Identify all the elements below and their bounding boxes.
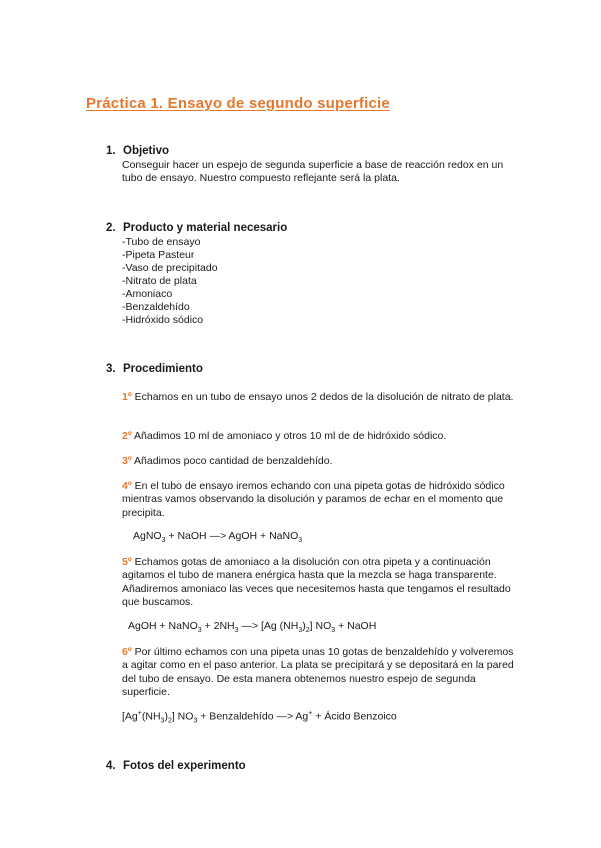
- material-list: [122, 236, 218, 327]
- eq-subscript: 2: [305, 627, 310, 635]
- eq-term: ): [164, 710, 168, 723]
- eq-term: + NaOH: [165, 530, 210, 542]
- step-text: Añadimos 10 ml de amoniaco y otros 10 ml de de hidróxido sódico.: [134, 430, 447, 442]
- eq-term: ] NO: [171, 710, 194, 723]
- list-item: -Hidróxido sódico: [122, 314, 204, 326]
- eq-term: (NH: [141, 710, 161, 723]
- eq-subscript: 2: [167, 717, 172, 725]
- eq-subscript: 3: [331, 627, 336, 635]
- equation-1: [133, 530, 302, 544]
- section-procedimiento-heading: [106, 363, 203, 375]
- eq-term: ] NO: [309, 620, 332, 632]
- eq-subscript: 3: [161, 537, 166, 545]
- section-fotos-heading: [106, 760, 246, 772]
- eq-term: ): [302, 620, 306, 632]
- eq-subscript: 3: [197, 627, 202, 635]
- section-objetivo-heading: [106, 145, 169, 157]
- list-item: -Pipeta Pasteur: [122, 249, 195, 261]
- list-item: -Amoniaco: [122, 288, 173, 300]
- procedure-step: [122, 646, 514, 700]
- section-number: 1.: [106, 145, 116, 157]
- equation-2: [128, 620, 376, 634]
- step-number: 4º: [122, 480, 132, 492]
- section-producto-heading: [106, 222, 287, 234]
- eq-arrow: —>: [209, 530, 227, 542]
- eq-term: + 2NH: [201, 620, 235, 632]
- eq-term: AgNO: [133, 530, 162, 542]
- step-text: Echamos en un tubo de ensayo unos 2 dedos de la disolución de nitrato de plata.: [134, 391, 514, 403]
- section-title: Procedimiento: [123, 363, 203, 375]
- section-title: Objetivo: [123, 145, 170, 157]
- eq-arrow: —>: [238, 620, 261, 632]
- eq-subscript: 3: [193, 717, 198, 725]
- eq-superscript: +: [137, 710, 142, 717]
- list-item: -Vaso de precipitado: [122, 262, 218, 274]
- eq-term: [Ag (NH: [261, 620, 299, 632]
- procedure-step: [122, 430, 514, 443]
- section-number: 4.: [106, 760, 116, 772]
- eq-term: [Ag: [122, 710, 138, 723]
- procedure-step: [122, 391, 514, 404]
- step-text: Echamos gotas de amoniaco a la disolución con otra pipeta y a continuación agitamos el tubo de manera enérgica hasta que la mezcla se haga transparente. Añadiremos amoniaco las veces que necesitemos hasta que tengamos el resultado que buscamos.: [122, 556, 511, 609]
- eq-term: AgOH + NaNO: [128, 620, 198, 632]
- step-number: 5º: [122, 556, 132, 568]
- step-number: 6º: [122, 646, 132, 658]
- step-number: 2º: [122, 430, 132, 442]
- procedure-step: [122, 455, 514, 468]
- step-text: En el tubo de ensayo iremos echando con una pipeta gotas de hidróxido sódico mientras vamos observando la disolución y paramos de echar en el momento que precipita.: [122, 480, 505, 519]
- list-item: -Nitrato de plata: [122, 275, 197, 287]
- page-title: Práctica 1. Ensayo de segundo superficie: [86, 95, 390, 112]
- procedure-step: [122, 480, 514, 520]
- section-number: 3.: [106, 363, 116, 375]
- step-text: Añadimos poco cantidad de benzaldehído.: [134, 455, 333, 467]
- step-number: 3º: [122, 455, 132, 467]
- eq-subscript: 3: [160, 717, 165, 725]
- list-item: -Benzaldehído: [122, 301, 190, 313]
- eq-term: + Benzaldehído —> Ag: [197, 710, 309, 723]
- procedure-step: [122, 556, 514, 610]
- section-title: Fotos del experimento: [123, 760, 246, 772]
- step-number: 1º: [122, 391, 132, 403]
- eq-term: + NaOH: [335, 620, 377, 632]
- objetivo-text: Conseguir hacer un espejo de segunda superficie a base de reacción redox en un tubo de ensayo. Nuestro compuesto reflejante será la plata.: [122, 159, 504, 184]
- eq-subscript: 3: [234, 627, 239, 635]
- eq-superscript: +: [308, 710, 313, 717]
- eq-subscript: 3: [298, 537, 303, 545]
- section-number: 2.: [106, 222, 116, 234]
- eq-term: AgOH + NaNO: [226, 530, 299, 542]
- eq-subscript: 3: [298, 627, 303, 635]
- equation-3: [122, 710, 397, 725]
- eq-term: + Ácido Benzoico: [312, 710, 397, 723]
- section-title: Producto y material necesario: [123, 222, 288, 234]
- list-item: -Tubo de ensayo: [122, 236, 201, 248]
- step-text: Por último echamos con una pipeta unas 10 gotas de benzaldehído y volveremos a agitar como en el paso anterior. La plata se precipitará y se depositará en la pared del tubo de ensayo. De esta manera obtenemos nuestro espejo de segunda superficie.: [122, 646, 514, 699]
